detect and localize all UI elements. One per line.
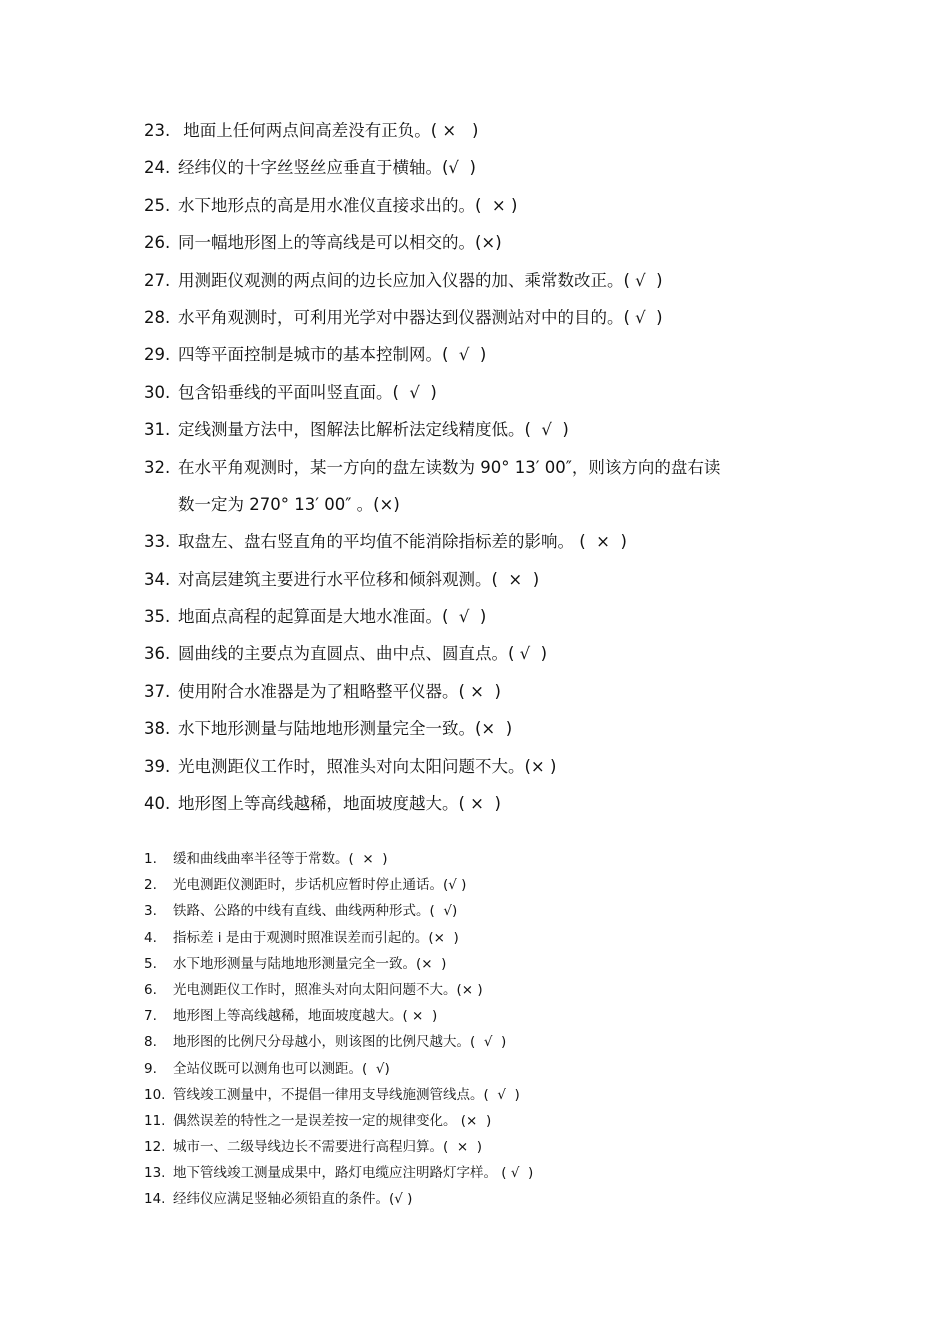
item-number: 28. (144, 307, 171, 327)
item-text: 指标差 i 是由于观测时照准误差而引起的。(× ) (173, 929, 459, 946)
item-text: 经纬仪应满足竖轴必须铅直的条件。(√ ) (173, 1191, 413, 1208)
item-number: 5. (144, 955, 157, 972)
item-number: 9. (144, 1060, 157, 1077)
list-item (144, 527, 844, 564)
item-text: 同一幅地形图上的等高线是可以相交的。(×) (178, 233, 502, 253)
list-item (144, 266, 844, 303)
item-number: 6. (144, 981, 157, 998)
list-item (144, 752, 844, 789)
item-text: 使用附合水准器是为了粗略整平仪器。( × ) (178, 681, 501, 701)
item-text: 地下管线竣工测量成果中，路灯电缆应注明路灯字样。 ( √ ) (173, 1165, 534, 1182)
item-text: 水下地形测量与陆地地形测量完全一致。(× ) (173, 955, 447, 972)
item-text: 偶然误差的特性之一是误差按一定的规律变化。 (× ) (173, 1112, 492, 1129)
item-text: 光电测距仪测距时，步话机应暂时停止通话。(√ ) (173, 877, 467, 894)
list-item (144, 898, 844, 924)
item-number: 30. (144, 382, 171, 402)
list-item (144, 453, 844, 528)
list-item (144, 1003, 844, 1029)
item-number: 35. (144, 607, 171, 627)
list-item (144, 565, 844, 602)
item-number: 38. (144, 719, 171, 739)
item-number: 32. (144, 457, 171, 477)
list-item (144, 378, 844, 415)
list-item (144, 415, 844, 452)
item-text: 取盘左、盘右竖直角的平均值不能消除指标差的影响。 ( × ) (178, 532, 627, 552)
item-text: 地面点高程的起算面是大地水准面。( √ ) (178, 607, 487, 627)
item-number: 34. (144, 569, 171, 589)
item-text: 水下地形点的高是用水准仪直接求出的。( × ) (178, 195, 518, 215)
item-number: 33. (144, 532, 171, 552)
item-text: 地形图的比例尺分母越小，则该图的比例尺越大。( √ ) (173, 1034, 507, 1051)
list-item (144, 1108, 844, 1134)
list-item (144, 639, 844, 676)
item-text: 光电测距仪工作时，照准头对向太阳问题不大。(× ) (173, 981, 483, 998)
item-number: 11. (144, 1112, 166, 1129)
list-item (144, 872, 844, 898)
item-text: 经纬仪的十字丝竖丝应垂直于横轴。(√ ) (178, 158, 476, 178)
item-text: 水下地形测量与陆地地形测量完全一致。(× ) (178, 719, 513, 739)
list-item (144, 789, 844, 826)
item-text: 圆曲线的主要点为直圆点、曲中点、圆直点。( √ ) (178, 644, 548, 664)
item-number: 13. (144, 1165, 166, 1182)
list-item (144, 303, 844, 340)
list-item (144, 1186, 844, 1212)
question-list-23-40 (144, 116, 844, 826)
item-text: 包含铅垂线的平面叫竖直面。( √ ) (178, 382, 437, 402)
item-text: 水平角观测时，可利用光学对中器达到仪器测站对中的目的。( √ ) (178, 307, 663, 327)
list-item (144, 340, 844, 377)
list-item (144, 846, 844, 872)
item-number: 27. (144, 270, 171, 290)
item-number: 3. (144, 903, 157, 920)
list-item (144, 1082, 844, 1108)
item-number: 14. (144, 1191, 166, 1208)
item-number: 4. (144, 929, 157, 946)
item-number: 24. (144, 158, 171, 178)
list-item (144, 925, 844, 951)
item-text: 地面上任何两点间高差没有正负。( × ) (178, 121, 479, 140)
item-number: 29. (144, 345, 171, 365)
item-number: 2. (144, 877, 157, 894)
list-item (144, 602, 844, 639)
item-text: 在水平角观测时，某一方向的盘左读数为 90° 13′ 00″，则该方向的盘右读 (178, 457, 721, 477)
item-text: 管线竣工测量中，不提倡一律用支导线施测管线点。( √ ) (173, 1086, 520, 1103)
item-number: 23. (144, 121, 171, 140)
list-item (144, 1134, 844, 1160)
item-text: 光电测距仪工作时，照准头对向太阳问题不大。(× ) (178, 756, 557, 776)
item-text-continuation: 数一定为 270° 13′ 00″ 。(×) (178, 494, 400, 514)
item-number: 37. (144, 681, 171, 701)
list-item (144, 228, 844, 265)
list-item (144, 977, 844, 1003)
item-text: 铁路、公路的中线有直线、曲线两种形式。( √) (173, 903, 458, 920)
list-item (144, 1056, 844, 1082)
list-item (144, 1029, 844, 1055)
item-text: 地形图上等高线越稀，地面坡度越大。( × ) (173, 1008, 438, 1025)
item-number: 1. (144, 851, 157, 867)
item-text: 定线测量方法中，图解法比解析法定线精度低。( √ ) (178, 420, 569, 440)
item-number: 26. (144, 233, 171, 253)
list-item (144, 714, 844, 751)
item-text: 对高层建筑主要进行水平位移和倾斜观测。( × ) (178, 569, 540, 589)
item-text: 地形图上等高线越稀，地面坡度越大。( × ) (178, 794, 501, 814)
item-number: 7. (144, 1008, 157, 1025)
item-number: 12. (144, 1139, 166, 1156)
list-item (144, 677, 844, 714)
list-item (144, 153, 844, 190)
item-number: 25. (144, 195, 171, 215)
list-item (144, 191, 844, 228)
item-text: 四等平面控制是城市的基本控制网。( √ ) (178, 345, 487, 365)
item-text: 用测距仪观测的两点间的边长应加入仪器的加、乘常数改正。( √ ) (178, 270, 663, 290)
list-item (144, 116, 844, 153)
item-text: 全站仪既可以测角也可以测距。( √) (173, 1060, 390, 1077)
item-number: 31. (144, 420, 171, 440)
item-text: 城市一、二级导线边长不需要进行高程归算。( × ) (173, 1139, 483, 1156)
item-text: 缓和曲线曲率半径等于常数。( × ) (173, 851, 388, 867)
item-number: 10. (144, 1086, 166, 1103)
item-number: 40. (144, 794, 171, 814)
item-number: 36. (144, 644, 171, 664)
list-item (144, 951, 844, 977)
item-number: 39. (144, 756, 171, 776)
question-list-1-14 (144, 846, 844, 1213)
item-number: 8. (144, 1034, 157, 1051)
list-item (144, 1160, 844, 1186)
